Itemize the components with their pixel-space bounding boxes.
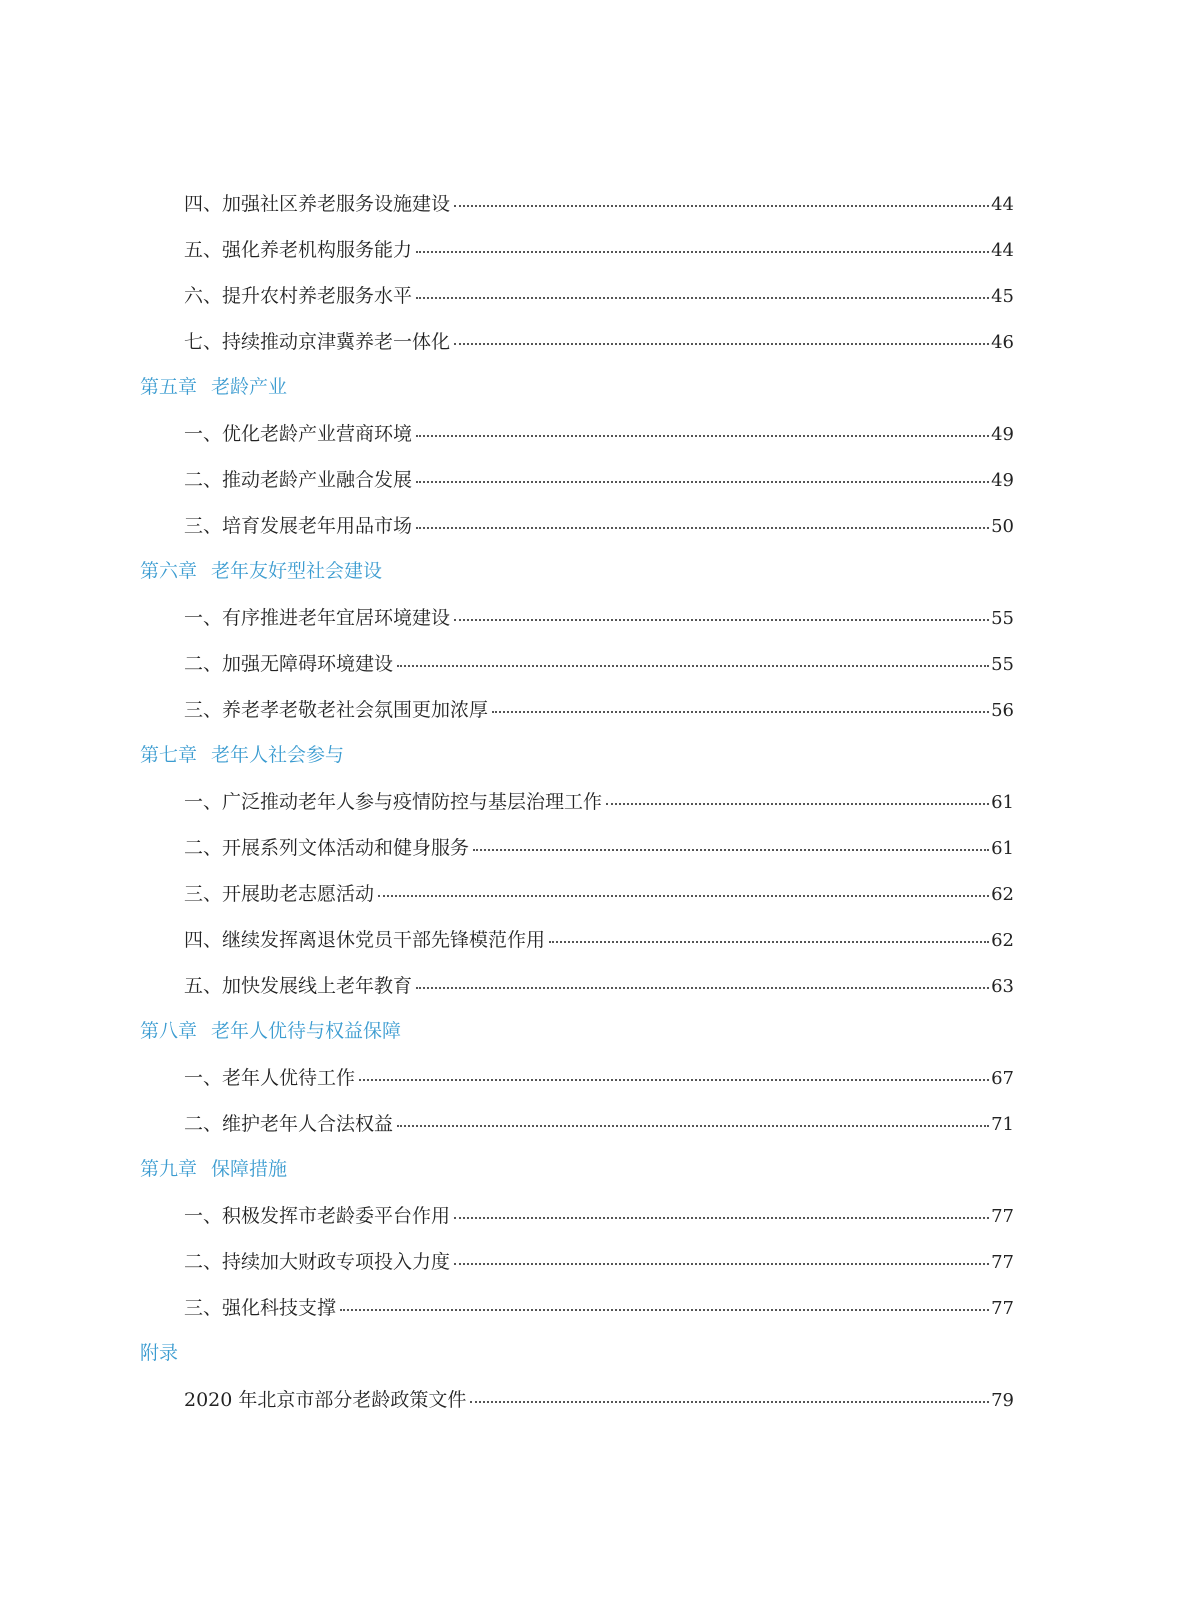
chapter-title: 老年友好型社会建设 <box>211 560 383 582</box>
toc-entry-title: 三、开展助老志愿活动 <box>184 883 375 905</box>
dot-leader <box>454 205 989 207</box>
toc-entry-title: 五、加快发展线上老年教育 <box>184 975 413 997</box>
toc-page-number: 49 <box>991 470 1014 491</box>
toc-chapter-row <box>0 1011 1200 1057</box>
dot-leader <box>340 1309 989 1311</box>
toc-entry-row <box>0 1241 1200 1287</box>
toc-chapter-row <box>0 551 1200 597</box>
toc-entry-link[interactable] <box>184 1063 1014 1090</box>
toc-entry-title: 一、优化老龄产业营商环境 <box>184 423 413 445</box>
toc-page-number: 63 <box>991 976 1014 997</box>
chapter-heading[interactable] <box>140 740 344 767</box>
dot-leader <box>454 1217 989 1219</box>
toc-entry-row <box>0 459 1200 505</box>
toc-page-number: 77 <box>991 1206 1014 1227</box>
toc-entry-title: 三、养老孝老敬老社会氛围更加浓厚 <box>184 699 489 721</box>
toc-entry-row <box>0 1057 1200 1103</box>
toc-entry-row <box>0 1379 1200 1429</box>
toc-entry-link[interactable] <box>184 695 1014 722</box>
chapter-number: 第六章 <box>140 560 198 582</box>
toc-entry-row <box>0 597 1200 643</box>
toc-entry-row <box>0 1195 1200 1241</box>
toc-entry-title: 三、强化科技支撑 <box>184 1297 337 1319</box>
chapter-title: 老龄产业 <box>211 376 288 398</box>
toc-entry-row <box>0 183 1200 229</box>
dot-leader <box>606 803 989 805</box>
toc-entry-link[interactable] <box>184 1247 1014 1274</box>
toc-entry-row <box>0 919 1200 965</box>
chapter-title: 保障措施 <box>211 1158 288 1180</box>
toc-page-number: 61 <box>991 792 1014 813</box>
toc-page-number: 55 <box>991 608 1014 629</box>
toc-entry-link[interactable] <box>184 511 1014 538</box>
toc-page-number: 56 <box>991 700 1014 721</box>
dot-leader <box>454 1263 989 1265</box>
toc-entry-row <box>0 229 1200 275</box>
toc-page-number: 79 <box>991 1390 1014 1411</box>
toc-entry-link[interactable] <box>184 603 1014 630</box>
chapter-title: 老年人社会参与 <box>211 744 345 766</box>
dot-leader <box>416 251 989 253</box>
toc-entry-row <box>0 1287 1200 1333</box>
toc-entry-link[interactable] <box>184 465 1014 492</box>
toc-entry-title: 三、培育发展老年用品市场 <box>184 515 413 537</box>
toc-page-number: 71 <box>991 1114 1014 1135</box>
dot-leader <box>397 665 989 667</box>
toc-entry-title: 一、广泛推动老年人参与疫情防控与基层治理工作 <box>184 791 603 813</box>
dot-leader <box>470 1401 989 1403</box>
dot-leader <box>359 1079 989 1081</box>
chapter-number: 第七章 <box>140 744 198 766</box>
dot-leader <box>549 941 989 943</box>
toc-entry-row <box>0 505 1200 551</box>
toc-page-number: 46 <box>991 332 1014 353</box>
toc-entry-row <box>0 965 1200 1011</box>
chapter-heading[interactable] <box>140 1338 178 1365</box>
toc-entry-title: 七、持续推动京津冀养老一体化 <box>184 331 451 353</box>
toc-entry-link[interactable] <box>184 649 1014 676</box>
toc-page-number: 62 <box>991 884 1014 905</box>
table-of-contents <box>0 183 1200 1429</box>
toc-entry-title: 六、提升农村养老服务水平 <box>184 285 413 307</box>
toc-entry-title: 二、推动老龄产业融合发展 <box>184 469 413 491</box>
toc-entry-title: 二、加强无障碍环境建设 <box>184 653 394 675</box>
chapter-number: 第八章 <box>140 1020 198 1042</box>
toc-entry-row <box>0 689 1200 735</box>
dot-leader <box>416 435 989 437</box>
toc-entry-link[interactable] <box>184 235 1014 262</box>
chapter-number: 第五章 <box>140 376 198 398</box>
toc-entry-link[interactable] <box>184 1109 1014 1136</box>
toc-entry-row <box>0 1103 1200 1149</box>
toc-chapter-row <box>0 1149 1200 1195</box>
toc-entry-link[interactable] <box>184 787 1014 814</box>
toc-page-number: 55 <box>991 654 1014 675</box>
dot-leader <box>416 527 989 529</box>
toc-chapter-row <box>0 367 1200 413</box>
chapter-title: 附录 <box>140 1342 179 1364</box>
dot-leader <box>473 849 989 851</box>
toc-page-number: 49 <box>991 424 1014 445</box>
toc-entry-title: 四、加强社区养老服务设施建设 <box>184 193 451 215</box>
dot-leader <box>454 343 989 345</box>
toc-entry-title: 一、有序推进老年宜居环境建设 <box>184 607 451 629</box>
toc-entry-link[interactable] <box>184 419 1014 446</box>
toc-entry-row <box>0 643 1200 689</box>
toc-entry-title: 五、强化养老机构服务能力 <box>184 239 413 261</box>
dot-leader <box>378 895 989 897</box>
toc-chapter-row <box>0 735 1200 781</box>
dot-leader <box>397 1125 989 1127</box>
dot-leader <box>492 711 989 713</box>
dot-leader <box>416 987 989 989</box>
chapter-heading[interactable] <box>140 1154 287 1181</box>
toc-entry-link[interactable] <box>184 1293 1014 1320</box>
toc-page-number: 61 <box>991 838 1014 859</box>
toc-entry-row <box>0 275 1200 321</box>
toc-page-number: 44 <box>991 240 1014 261</box>
toc-entry-link[interactable] <box>184 833 1014 860</box>
toc-entry-title: 四、继续发挥离退休党员干部先锋模范作用 <box>184 929 546 951</box>
toc-page-number: 77 <box>991 1252 1014 1273</box>
dot-leader <box>416 297 989 299</box>
toc-entry-link[interactable] <box>184 327 1014 354</box>
chapter-title: 老年人优待与权益保障 <box>211 1020 402 1042</box>
toc-entry-title: 二、持续加大财政专项投入力度 <box>184 1251 451 1273</box>
toc-entry-link[interactable] <box>184 189 1014 216</box>
chapter-number: 第九章 <box>140 1158 198 1180</box>
chapter-heading[interactable] <box>140 1016 401 1043</box>
toc-entry-link[interactable] <box>184 1201 1014 1228</box>
toc-page-number: 67 <box>991 1068 1014 1089</box>
toc-chapter-row <box>0 1333 1200 1379</box>
toc-entry-row <box>0 321 1200 367</box>
toc-entry-link[interactable] <box>184 281 1014 308</box>
toc-page-number: 77 <box>991 1298 1014 1319</box>
dot-leader <box>454 619 989 621</box>
toc-page-number: 44 <box>991 194 1014 215</box>
toc-entry-row <box>0 827 1200 873</box>
toc-page-number: 50 <box>991 516 1014 537</box>
toc-entry-link[interactable] <box>184 925 1014 952</box>
toc-entry-link[interactable] <box>184 971 1014 998</box>
toc-entry-title: 一、老年人优待工作 <box>184 1067 356 1089</box>
toc-entry-link[interactable] <box>184 879 1014 906</box>
chapter-heading[interactable] <box>140 372 287 399</box>
toc-entry-title: 二、维护老年人合法权益 <box>184 1113 394 1135</box>
toc-entry-row <box>0 781 1200 827</box>
toc-entry-row <box>0 413 1200 459</box>
toc-entry-link[interactable] <box>184 1385 1014 1412</box>
toc-entry-title: 2020 年北京市部分老龄政策文件 <box>184 1389 467 1411</box>
toc-page-number: 45 <box>991 286 1014 307</box>
chapter-heading[interactable] <box>140 556 382 583</box>
dot-leader <box>416 481 989 483</box>
toc-page-number: 62 <box>991 930 1014 951</box>
toc-entry-title: 一、积极发挥市老龄委平台作用 <box>184 1205 451 1227</box>
toc-entry-title: 二、开展系列文体活动和健身服务 <box>184 837 470 859</box>
toc-entry-row <box>0 873 1200 919</box>
